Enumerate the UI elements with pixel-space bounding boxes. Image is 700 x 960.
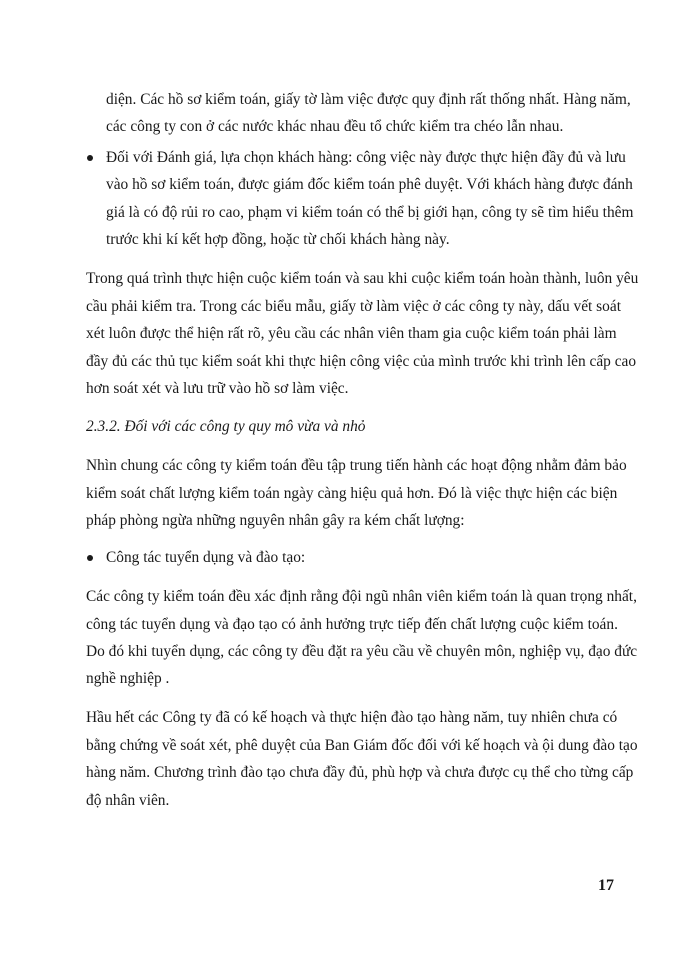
bullet-dot bbox=[87, 555, 93, 561]
text-line: trước khi kí kết hợp đồng, hoặc từ chối khách hàng này. bbox=[106, 231, 450, 248]
text-line: hàng năm. Chương trình đào tạo chưa đầy đủ, phù hợp và chưa được cụ thể cho từng cấp bbox=[86, 764, 634, 781]
text-line: các công ty con ở các nước khác nhau đều tổ chức kiểm tra chéo lẫn nhau. bbox=[106, 118, 564, 135]
text-line: Nhìn chung các công ty kiểm toán đều tập trung tiến hành các hoạt động nhằm đảm bảo bbox=[86, 457, 627, 474]
text-line: Đối với Đánh giá, lựa chọn khách hàng: công việc này được thực hiện đầy đủ và lưu bbox=[106, 149, 626, 166]
text-line: cầu phải kiểm tra. Trong các biểu mẫu, giấy tờ làm việc ở các công ty này, dấu vết soát bbox=[86, 298, 621, 315]
text-line: công tác tuyển dụng và đạo tạo có ảnh hưởng trực tiếp đến chất lượng cuộc kiểm toán. bbox=[86, 616, 618, 633]
bullet-dot bbox=[87, 155, 93, 161]
text-line: diện. Các hồ sơ kiểm toán, giấy tờ làm việc được quy định rất thống nhất. Hàng năm, bbox=[106, 91, 631, 108]
text-line: pháp phòng ngừa những nguyên nhân gây ra kém chất lượng: bbox=[86, 512, 465, 529]
text-line: nghề nghiệp . bbox=[86, 670, 170, 687]
text-line: độ nhân viên. bbox=[86, 792, 170, 809]
text-line: kiểm soát chất lượng kiểm toán ngày càng hiệu quả hơn. Đó là việc thực hiện các biện bbox=[86, 485, 618, 502]
text-line: Công tác tuyển dụng và đào tạo: bbox=[106, 549, 306, 566]
text-line: xét luôn được thể hiện rất rõ, yêu cầu các nhân viên tham gia cuộc kiểm toán phải làm bbox=[86, 325, 617, 342]
section-heading: 2.3.2. Đối với các công ty quy mô vừa và nhỏ bbox=[86, 418, 366, 435]
text-line: đầy đủ các thủ tục kiểm soát khi thực hiện công việc của mình trước khi trình lên cấp cao bbox=[86, 353, 637, 370]
text-line: Các công ty kiểm toán đều xác định rằng đội ngũ nhân viên kiểm toán là quan trọng nhất, bbox=[86, 588, 637, 605]
text-line: Do đó khi tuyển dụng, các công ty đều đặt ra yêu cầu về chuyên môn, nghiệp vụ, đạo đức bbox=[86, 643, 638, 660]
text-line: hơn soát xét và lưu trữ vào hồ sơ làm việc. bbox=[86, 380, 349, 397]
text-line: Trong quá trình thực hiện cuộc kiểm toán và sau khi cuộc kiểm toán hoàn thành, luôn yêu bbox=[86, 270, 639, 287]
text-line: vào hồ sơ kiểm toán, được giám đốc kiểm toán phê duyệt. Với khách hàng được đánh bbox=[106, 176, 633, 193]
page-number: 17 bbox=[598, 877, 614, 894]
text-line: bằng chứng về soát xét, phê duyệt của Ban Giám đốc đối với kế hoạch và ội dung đào tạo bbox=[86, 737, 638, 754]
text-line: Hầu hết các Công ty đã có kế hoạch và thực hiện đào tạo hàng năm, tuy nhiên chưa có bbox=[86, 709, 618, 726]
text-line: giá là có độ rủi ro cao, phạm vi kiểm toán có thể bị giới hạn, công ty sẽ tìm hiểu thêm bbox=[106, 204, 634, 221]
